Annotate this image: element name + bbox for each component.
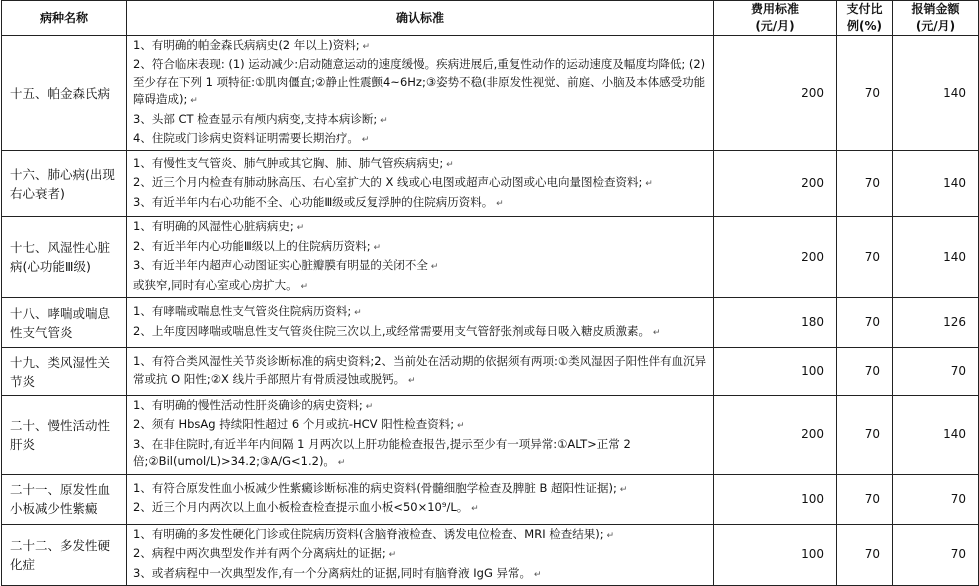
ratio-value: 70 xyxy=(837,396,893,475)
cost-value: 100 xyxy=(714,348,837,396)
standard-line: 1、有符合类风湿性关节炎诊断标准的病史资料;2、当前处在活动期的依据须有两项:①类风湿因子阳性伴有血沉异常或抗 O 阳性;②X 线片手部照片有骨质浸蚀或脱钙。 ↵ xyxy=(133,353,709,390)
standard-line: 3、有近半年内超声心动图证实心脏瓣膜有明显的关闭不全 ↵ xyxy=(133,257,709,276)
standard-line: 2、近三个月内检查有肺动脉高压、右心室扩大的 X 线或心电图或超声心动图或心电向量图检查资料; ↵ xyxy=(133,174,709,193)
standard-line: 2、须有 HbsAg 持续阳性超过 6 个月或抗-HCV 阳性检查资料; ↵ xyxy=(133,416,709,435)
standard-line: 1、有哮喘或喘息性支气管炎住院病历资料; ↵ xyxy=(133,303,709,322)
standard-line: 1、有明确的风湿性心脏病病史; ↵ xyxy=(133,218,709,237)
standard-line: 1、有明确的帕金森氏病病史(2 年以上)资料; ↵ xyxy=(133,37,709,56)
confirmation-standard xyxy=(127,348,714,396)
confirmation-standard xyxy=(127,524,714,585)
disease-name: 十六、肺心病(出现右心衰者) xyxy=(2,151,127,217)
ratio-value: 70 xyxy=(837,474,893,524)
standard-line: 1、有符合原发性血小板减少性紫癜诊断标准的病史资料(骨髓细胞学检查及脾脏 B 超阳性证据); ↵ xyxy=(133,480,709,499)
table-row xyxy=(2,524,979,585)
disease-name: 二十二、多发性硬化症 xyxy=(2,524,127,585)
cost-value: 100 xyxy=(714,524,837,585)
header-disease: 病种名称 xyxy=(2,1,127,36)
standard-line: 1、有慢性支气管炎、肺气肿或其它胸、肺、肺气管疾病病史; ↵ xyxy=(133,155,709,174)
disease-name: 二十一、原发性血小板减少性紫癜 xyxy=(2,474,127,524)
amount-value: 140 xyxy=(893,217,979,298)
confirmation-standard xyxy=(127,474,714,524)
table-row xyxy=(2,217,979,298)
ratio-value: 70 xyxy=(837,298,893,348)
ratio-value: 70 xyxy=(837,151,893,217)
disease-standards-table xyxy=(1,0,979,586)
standard-line: 4、住院或门诊病史资料证明需要长期治疗。 ↵ xyxy=(133,130,709,149)
header-ratio: 支付比 例(%) xyxy=(837,1,893,36)
cost-value: 180 xyxy=(714,298,837,348)
amount-value: 140 xyxy=(893,396,979,475)
confirmation-standard xyxy=(127,396,714,475)
standard-line: 3、有近半年内右心功能不全、心功能Ⅲ级或反复浮肿的住院病历资料。 ↵ xyxy=(133,194,709,213)
cost-value: 200 xyxy=(714,217,837,298)
standard-line: 2、病程中两次典型发作并有两个分离病灶的证据; ↵ xyxy=(133,545,709,564)
standard-line: 3、在非住院时,有近半年内间隔 1 月两次以上肝功能检查报告,提示至少有一项异常:①ALT>正常 2 倍;②Bil(umol/L)>34.2;③A/G<1.2)。 ↵ xyxy=(133,436,709,473)
ratio-value: 70 xyxy=(837,36,893,151)
table-row xyxy=(2,36,979,151)
cost-value: 200 xyxy=(714,151,837,217)
disease-name: 二十、慢性活动性肝炎 xyxy=(2,396,127,475)
table-row xyxy=(2,298,979,348)
standard-line: 3、或者病程中一次典型发作,有一个分离病灶的证据,同时有脑脊液 IgG 异常。 ↵ xyxy=(133,565,709,584)
standard-line: 2、有近半年内心功能Ⅲ级以上的住院病历资料; ↵ xyxy=(133,238,709,257)
table-row xyxy=(2,474,979,524)
confirmation-standard xyxy=(127,36,714,151)
standard-line: 2、符合临床表现: (1) 运动减少:启动随意运动的速度缓慢。疾病进展后,重复性动作的运动速度及幅度均降低; (2) 至少存在下列 1 项特征:①肌肉僵直;②静止性震颤4~6Hz;③姿势不稳(非原发性视觉、前庭、小脑及本体感受功能障碍造成); ↵ xyxy=(133,56,709,110)
table-row xyxy=(2,151,979,217)
table-row xyxy=(2,396,979,475)
standard-line: 1、有明确的多发性硬化门诊或住院病历资料(含脑脊液检查、诱发电位检查、MRI 检查结果); ↵ xyxy=(133,526,709,545)
standard-line: 2、上年度因哮喘或喘息性支气管炎住院三次以上,或经常需要用支气管舒张剂或每日吸入糖皮质激素。 ↵ xyxy=(133,323,709,342)
cost-value: 100 xyxy=(714,474,837,524)
standard-line: 1、有明确的慢性活动性肝炎确诊的病史资料; ↵ xyxy=(133,397,709,416)
disease-name: 十五、帕金森氏病 xyxy=(2,36,127,151)
ratio-value: 70 xyxy=(837,524,893,585)
confirmation-standard xyxy=(127,298,714,348)
confirmation-standard xyxy=(127,217,714,298)
confirmation-standard xyxy=(127,151,714,217)
amount-value: 70 xyxy=(893,474,979,524)
amount-value: 140 xyxy=(893,36,979,151)
amount-value: 70 xyxy=(893,348,979,396)
standard-line: 2、近三个月内两次以上血小板检查检查提示血小板<50×10⁹/L。 ↵ xyxy=(133,499,709,518)
amount-value: 70 xyxy=(893,524,979,585)
header-cost: 费用标准 (元/月) xyxy=(714,1,837,36)
disease-name: 十九、类风湿性关节炎 xyxy=(2,348,127,396)
ratio-value: 70 xyxy=(837,348,893,396)
disease-name: 十七、风湿性心脏病(心功能Ⅲ级) xyxy=(2,217,127,298)
standard-line: 3、头部 CT 检查显示有颅内病变,支持本病诊断; ↵ xyxy=(133,111,709,130)
header-reimbursement: 报销金额 (元/月) xyxy=(893,1,979,36)
amount-value: 126 xyxy=(893,298,979,348)
disease-name: 十八、哮喘或喘息性支气管炎 xyxy=(2,298,127,348)
cost-value: 200 xyxy=(714,396,837,475)
standard-line: 或狭窄,同时有心室或心房扩大。 ↵ xyxy=(133,277,709,296)
table-row xyxy=(2,348,979,396)
ratio-value: 70 xyxy=(837,217,893,298)
amount-value: 140 xyxy=(893,151,979,217)
cost-value: 200 xyxy=(714,36,837,151)
header-standard: 确认标准 xyxy=(127,1,714,36)
header-row xyxy=(2,1,979,36)
